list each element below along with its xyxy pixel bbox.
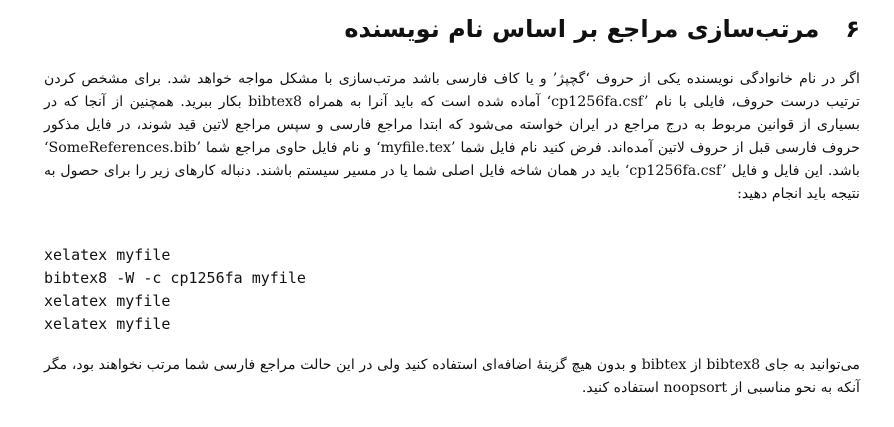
code-block xyxy=(44,244,306,336)
section-number: ۶ xyxy=(845,15,860,43)
code-line: xelatex myfile xyxy=(44,246,171,264)
paragraph-note-text-3: و بدون هیچ گزینهٔ اضافه‌ای استفاده کنید ولی در این حالت مراجع فارسی شما مرتب نخواهند بود، مگر آنکه به نحو مناسبی از xyxy=(44,357,860,396)
paragraph-intro-text-2: آماده شده است که باید آنرا به همراه xyxy=(302,94,547,110)
paragraph-intro-text-4: و نام فایل حاوی مراجع شما xyxy=(201,140,377,156)
section-heading xyxy=(344,12,860,46)
filename-csf: ‘cp1256fa.csf’ xyxy=(546,94,649,110)
code-line: xelatex myfile xyxy=(44,315,171,333)
paragraph-note xyxy=(44,354,860,400)
code-line: xelatex myfile xyxy=(44,292,171,310)
paragraph-intro xyxy=(44,68,860,206)
paragraph-intro-text-6: باید در همان شاخه فایل اصلی شما یا در مسیر سیستم باشند. دنباله کارهای زیر را برای حصول به نتیجه باید انجام دهید: xyxy=(44,163,860,202)
filename-csf-2: ‘cp1256fa.csf’ xyxy=(624,163,727,179)
code-line: bibtex8 -W -c cp1256fa myfile xyxy=(44,269,306,287)
program-bibtex: bibtex xyxy=(641,357,687,373)
section-title: مرتب‌سازی مراجع بر اساس نام نویسنده xyxy=(344,15,820,43)
paragraph-intro-text-5: باشد. این فایل و فایل xyxy=(726,163,860,179)
paragraph-note-text-1: می‌توانید به جای xyxy=(760,357,860,373)
filename-bib: ‘SomeReferences.bib’ xyxy=(44,140,202,156)
filename-tex: ‘myfile.tex’ xyxy=(376,140,456,156)
paragraph-note-text-2: از xyxy=(686,357,707,373)
program-bibtex8: bibtex8 xyxy=(706,357,761,373)
program-noopsort: noopsort xyxy=(663,380,728,396)
program-bibtex8: bibtex8 xyxy=(248,94,303,110)
paragraph-note-text-4: استفاده کنید. xyxy=(581,380,664,396)
paragraph-intro-text-1: اگر در نام خانوادگی نویسنده یکی از حروف ‘گچپژ’ و یا کاف فارسی باشد مرتب‌سازی با مشکل مواجه خواهد شد. برای مشخص کردن ترتیب درست حروف، فایلی با نام xyxy=(44,71,860,110)
paragraph-intro-text-3: بکار ببرید. همچنین از آنجا که در بسیاری از قوانین مربوط به درج مراجع در ایران خواسته می‌شود که ابتدا مراجع فارسی و سپس مراجع لاتین قید شوند، در فایل مذکور حروف فارسی قبل از حروف لاتین آمده‌اند. فرض کنید نام فایل شما xyxy=(44,94,860,156)
